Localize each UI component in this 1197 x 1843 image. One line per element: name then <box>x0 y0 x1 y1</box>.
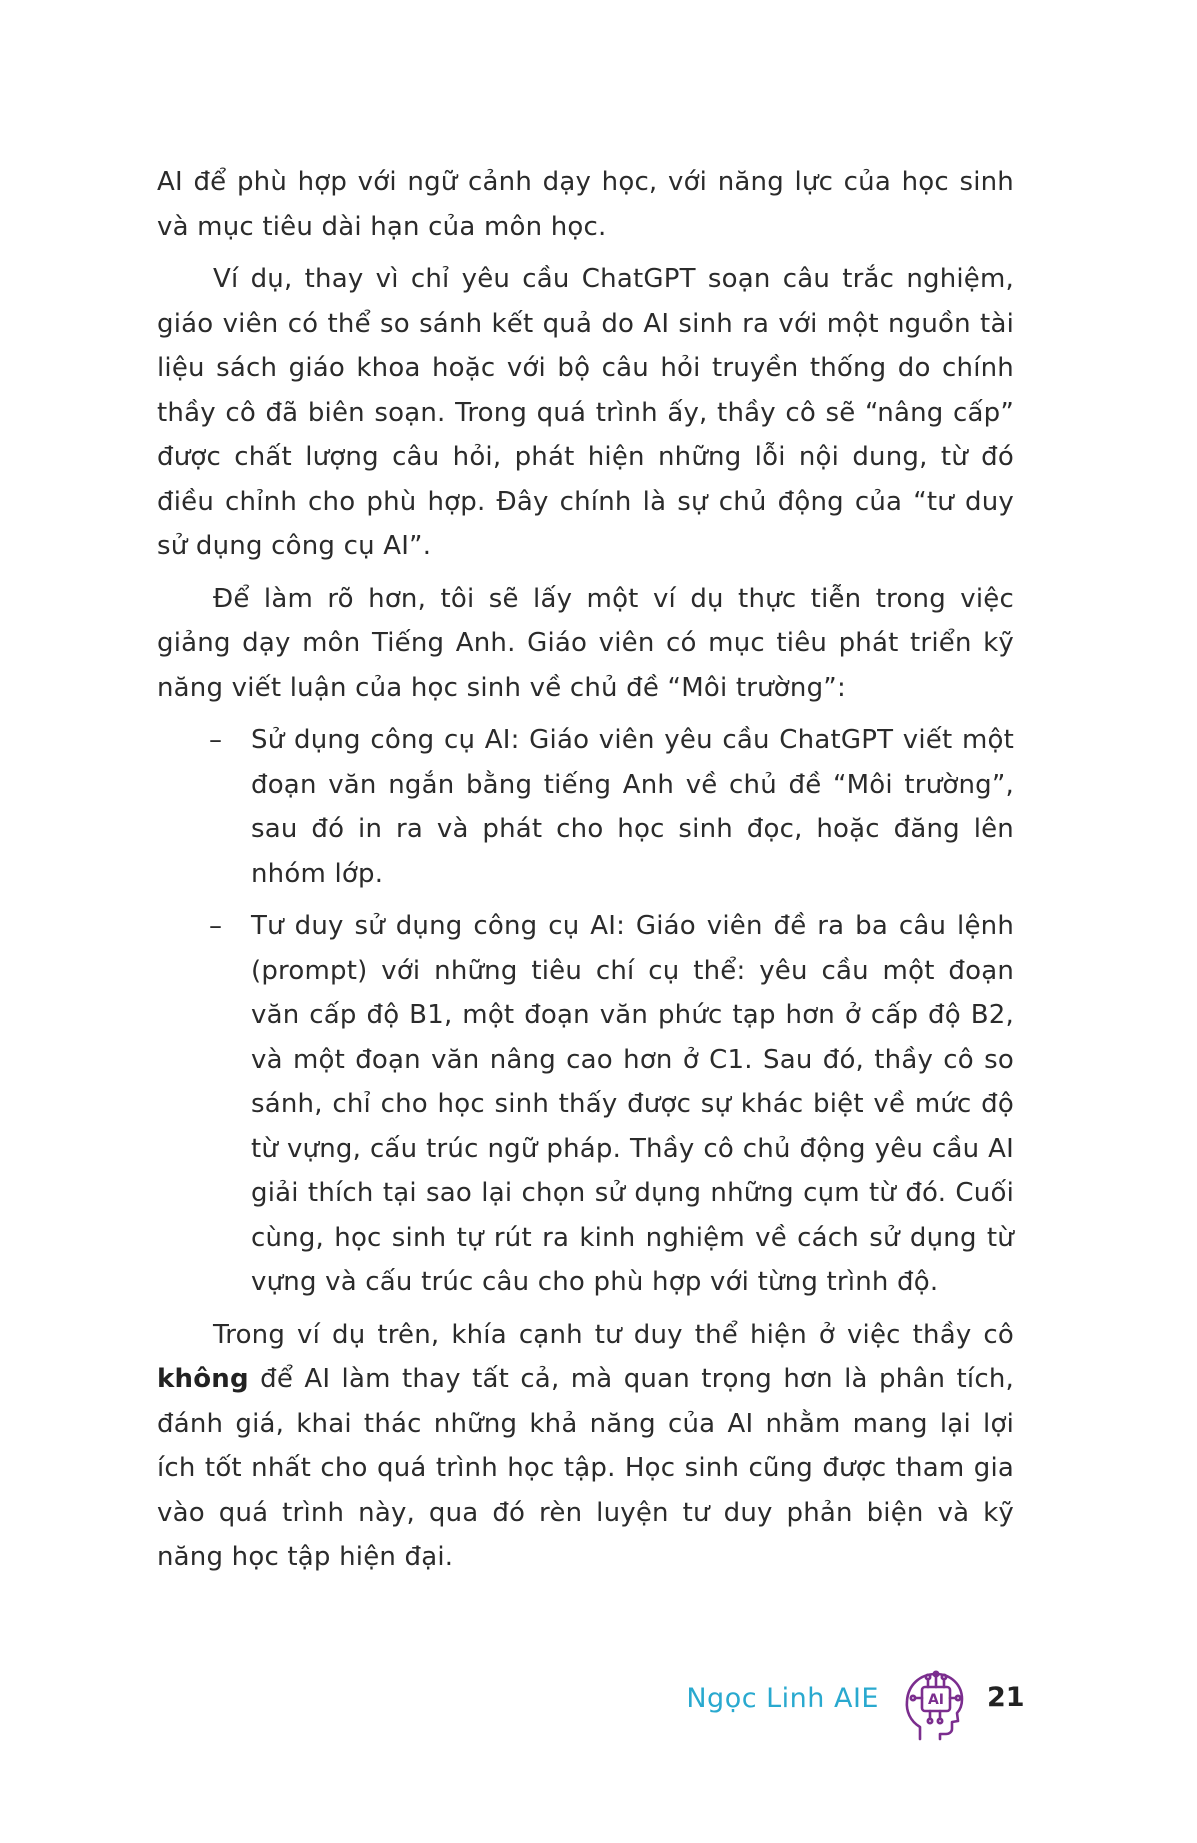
paragraph-3: Để làm rõ hơn, tôi sẽ lấy một ví dụ thực tiễn trong việc giảng dạy môn Tiếng Anh. Giáo viên có mục tiêu phát triển kỹ năng viết luận của học sinh về chủ đề “Môi trường”: <box>157 583 1014 703</box>
footer-brand: Ngọc Linh AIE <box>686 1683 879 1714</box>
page-footer <box>0 1665 1197 1745</box>
paragraph-2: Ví dụ, thay vì chỉ yêu cầu ChatGPT soạn câu trắc nghiệm, giáo viên có thể so sánh kết quả do AI sinh ra với một nguồn tài liệu sách giáo khoa hoặc với bộ câu hỏi truyền thống do chính thầy cô đã biên soạn. Trong quá trình ấy, thầy cô sẽ “nâng cấp” được chất lượng câu hỏi, phát hiện những lỗi nội dung, từ đó điều chỉnh cho phù hợp. Đây chính là sự chủ động của “tư duy sử dụng công cụ AI”. <box>157 264 1014 561</box>
paragraph-4-start: Trong ví dụ trên, khía cạnh tư duy thể hiện ở việc thầy cô <box>213 1319 1014 1350</box>
paragraph-4 <box>157 1313 1014 1580</box>
paragraph-4-end: để AI làm thay tất cả, mà quan trọng hơn là phân tích, đánh giá, khai thác những khả năng của AI nhằm mang lại lợi ích tốt nhất cho quá trình học tập. Học sinh cũng được tham gia vào quá trình này, qua đó rèn luyện tư duy phản biện và kỹ năng học tập hiện đại. <box>157 1364 1014 1572</box>
ai-head-logo-icon <box>900 1665 968 1745</box>
bullet-text-1: Sử dụng công cụ AI: Giáo viên yêu cầu ChatGPT viết một đoạn văn ngắn bằng tiếng Anh về chủ đề “Môi trường”, sau đó in ra và phát cho học sinh đọc, hoặc đăng lên nhóm lớp. <box>251 725 1014 889</box>
bullet-list <box>157 718 1014 1305</box>
dash-marker: – <box>209 911 223 941</box>
bullet-item-1 <box>157 718 1014 896</box>
logo-text: AI <box>927 1692 945 1708</box>
paragraph-1: AI để phù hợp với ngữ cảnh dạy học, với năng lực của học sinh và mục tiêu dài hạn của môn học. <box>157 167 1014 242</box>
bullet-text-2: Tư duy sử dụng công cụ AI: Giáo viên đề ra ba câu lệnh (prompt) với những tiêu chí cụ thể: yêu cầu một đoạn văn cấp độ B1, một đoạn văn phức tạp hơn ở cấp độ B2, và một đoạn văn nâng cao hơn ở C1. Sau đó, thầy cô so sánh, chỉ cho học sinh thấy được sự khác biệt về mức độ từ vựng, cấu trúc ngữ pháp. Thầy cô chủ động yêu cầu AI giải thích tại sao lại chọn sử dụng những cụm từ đó. Cuối cùng, học sinh tự rút ra kinh nghiệm về cách sử dụng từ vựng và cấu trúc câu cho phù hợp với từng trình độ. <box>251 911 1014 1297</box>
page-body <box>157 160 1014 1588</box>
bullet-item-2 <box>157 904 1014 1305</box>
dash-marker: – <box>209 725 223 755</box>
page-number: 21 <box>987 1682 1025 1713</box>
emphasis-word: không <box>157 1364 249 1394</box>
